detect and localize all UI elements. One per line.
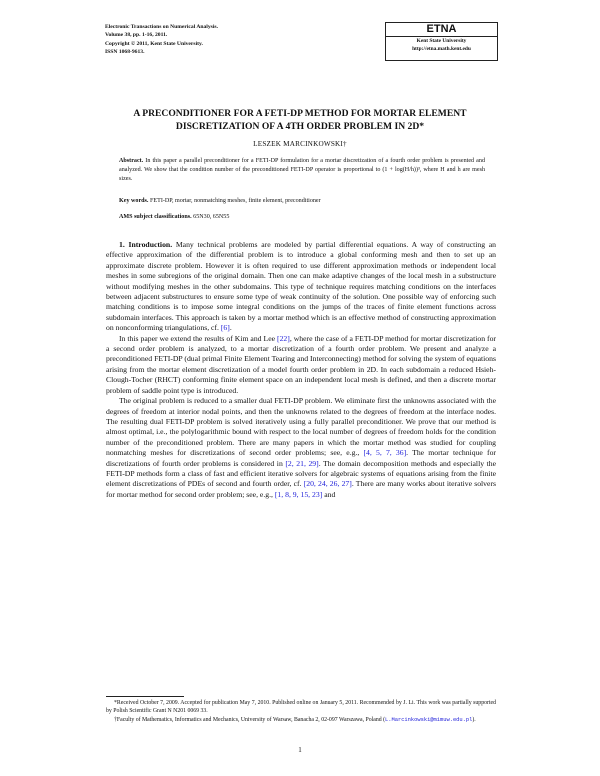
- author: LESZEK MARCINKOWSKI†: [253, 140, 347, 148]
- journal-line: ISSN 1068-9613.: [105, 49, 145, 56]
- keywords-label: Key words.: [119, 198, 149, 204]
- keywords-text: FETI-DP, mortar, nonmatching meshes, finite element, preconditioner: [149, 198, 321, 204]
- etna-box: [385, 22, 498, 61]
- author-email-link[interactable]: L.Marcinkowski@mimuw.edu.pl: [385, 716, 473, 723]
- intro-paragraph-2: [106, 334, 496, 396]
- text-run: . The mortar technique for discretizations of fourth order problems is considered in: [106, 448, 496, 468]
- text-run: In this paper we extend the results of Kim and Lee: [119, 333, 276, 343]
- citation-link[interactable]: [1, 8, 9, 15, 23]: [274, 489, 323, 499]
- text-run: . The domain decomposition methods and especially the FETI-DP methods form a class of fast and efficient iterative solvers for algebraic systems of equations arising from the finite element discretizations of PDEs of second and fourth order, cf.: [106, 458, 497, 489]
- journal-info: [105, 23, 218, 57]
- text-run: Many technical problems are modeled by partial differential equations. A way of constructing an effective approximation of the differential problem is to introduce a global conforming mesh and then to set up an approximate discrete problem. However it is often required to use different approximation methods or independent local meshes in some subregions of the original domain. Then one can make adaptive changes of the local mesh in a substructure without modifying meshes in the other subdomains. This type of technique requires matching conditions on the interfaces between adjacent substructures to ensure some type of weak continuity of the solution. One possible way of enforcing such matching conditions is to impose some integral conditions on the jumps of the traces of finite element functions across subdomain interfaces. This approach is taken by a mortar method which is an effective method of constructing approximation on nonconforming triangulations, cf.: [106, 240, 496, 333]
- page-number: 1: [298, 746, 302, 754]
- intro-paragraph-1: [106, 240, 496, 334]
- text-run: ).: [472, 716, 476, 723]
- footnotes: [106, 699, 496, 724]
- journal-line: Volume 38, pp. 1-16, 2011.: [105, 32, 168, 39]
- abstract: [119, 157, 485, 184]
- ams-text: 65N30, 65N55: [193, 214, 230, 220]
- journal-line: Copyright © 2011, Kent State University.: [105, 40, 203, 47]
- citation-link[interactable]: [22]: [277, 333, 290, 343]
- text-run: . There are many works about iterative solvers for mortar method for second order problem; see, e.g.,: [106, 479, 496, 499]
- journal-line: Electronic Transactions on Numerical Analysis.: [105, 24, 218, 30]
- citation-link[interactable]: [2, 21, 29]: [285, 458, 319, 468]
- text-run: and: [322, 489, 336, 499]
- title-line: DISCRETIZATION OF A 4TH ORDER PROBLEM IN 2D*: [175, 121, 425, 132]
- section-heading: 1. Introduction.: [119, 240, 173, 249]
- ams-label: AMS subject classifications.: [119, 214, 192, 220]
- citation-link[interactable]: [20, 24, 26, 27]: [303, 479, 352, 489]
- etna-url[interactable]: http://etna.math.kent.edu: [412, 46, 471, 52]
- text-run: †Faculty of Mathematics, Informatics and Mechanics, University of Warsaw, Banacha 2, 02-097 Warszawa, Poland (: [114, 716, 386, 723]
- paper-title: [100, 107, 500, 133]
- abstract-text: In this paper a parallel preconditioner for a FETI-DP formulation for a mortar discretization of a fourth order problem is presented and analyzed. We show that the condition number of the preconditioned FETI-DP operator is proportional to (1 + log(H/h))³, where H and h are mesh sizes.: [119, 158, 485, 183]
- etna-university: Kent State University: [416, 38, 467, 44]
- keywords: [119, 197, 485, 205]
- intro-paragraph-3: [106, 396, 496, 500]
- etna-name: ETNA: [386, 23, 497, 37]
- title-line: A PRECONDITIONER FOR A FETI-DP METHOD FOR MORTAR ELEMENT: [133, 108, 467, 119]
- citation-link[interactable]: [6]: [220, 323, 230, 333]
- text-run: The original problem is reduced to a smaller dual FETI-DP problem. We eliminate first the unknowns associated with the degrees of freedom at interior nodal points, and then the unknowns related to the degrees of freedom at the interface nodes. The resulting dual FETI-DP problem is solved iteratively using a fully parallel preconditioner. We prove that our method is almost optimal, i.e., the polylogarithmic bound with respect to the local number of degrees of freedom holds for the condition number of the preconditioned problem. There are many papers in which the mortar method was studied for coupling nonmatching meshes for discretizations of second order problems; see, e.g.,: [106, 396, 496, 458]
- citation-link[interactable]: [4, 5, 7, 36]: [363, 448, 407, 458]
- footnote-affiliation: [106, 716, 496, 724]
- abstract-label: Abstract.: [119, 158, 144, 164]
- footnote-divider: [106, 696, 184, 697]
- ams-classification: [119, 213, 485, 221]
- text-run: .: [229, 323, 232, 333]
- text-run: , where the case of a FETI-DP method for mortar discretization for a second order problem is analyzed, to a mortar discretization of a fourth order problem. We present and analyze a preconditioned FETI-DP (dual primal Finite Element Tearing and Interconnecting) method for solving the system of equations arising from the mortar element discretization of a model fourth order problem in 2D. In each subdomain a reduced Hsieh-Clough-Tocher (RHCT) conforming finite element space on an independent local mesh is defined, and then a discrete mortar problem of saddle point type is introduced.: [106, 333, 496, 395]
- body-text: [106, 240, 496, 500]
- footnote-received: *Received October 7, 2009. Accepted for publication May 7, 2010. Published online on January 5, 2011. Recommended by J. Li. This work was partially supported by Polish Scientific Grant N N201 0069 33.: [106, 700, 496, 715]
